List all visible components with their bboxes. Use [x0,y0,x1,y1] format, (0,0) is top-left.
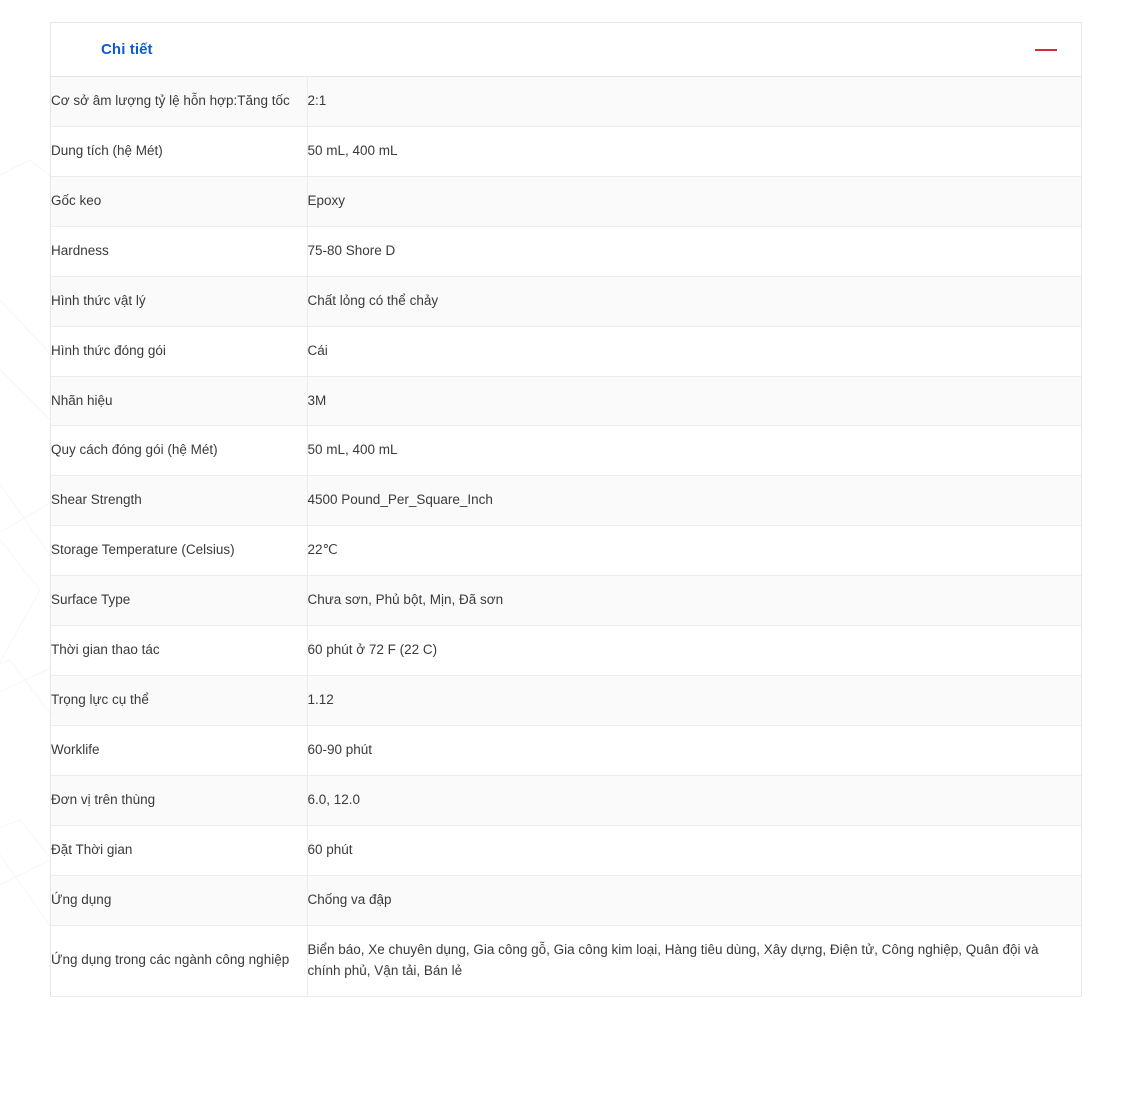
table-row [51,226,1081,276]
spec-value: Chưa sơn, Phủ bột, Mịn, Đã sơn [307,592,504,608]
spec-value: Epoxy [307,192,346,208]
table-row [51,725,1081,775]
spec-label: Đặt Thời gian [51,825,307,875]
spec-label: Ứng dụng trong các ngành công nghiệp [51,925,307,996]
table-row [51,326,1081,376]
spec-label: Dung tích (hệ Mét) [51,126,307,176]
spec-label: Worklife [51,725,307,775]
table-row [51,126,1081,176]
spec-label: Nhãn hiệu [51,376,307,426]
table-row [51,476,1081,526]
spec-label: Đơn vị trên thùng [51,775,307,825]
spec-label: Thời gian thao tác [51,626,307,676]
spec-value: 60 phút ở 72 F (22 C) [307,642,438,658]
table-row [51,925,1081,996]
spec-value: 3M [307,392,327,408]
table-row [51,426,1081,476]
table-row [51,77,1081,126]
table-row [51,676,1081,726]
table-row [51,376,1081,426]
specs-table [51,77,1081,997]
spec-label: Trọng lực cụ thể [51,676,307,726]
spec-value: 4500 Pound_Per_Square_Inch [307,492,493,508]
spec-label: Surface Type [51,576,307,626]
spec-label: Quy cách đóng gói (hệ Mét) [51,426,307,476]
spec-value: 50 mL, 400 mL [307,442,398,458]
table-row [51,875,1081,925]
table-row [51,576,1081,626]
spec-label: Hardness [51,226,307,276]
spec-value: Biển báo, Xe chuyên dụng, Gia công gỗ, Gia công kim loại, Hàng tiêu dùng, Xây dựng, Điện tử, Công nghiệp, Quân đội và chính phủ, Vận tải, Bán lẻ [307,941,1039,978]
spec-value: 75-80 Shore D [307,242,396,258]
minus-icon[interactable] [1033,37,1059,63]
table-row [51,176,1081,226]
table-row [51,276,1081,326]
table-row [51,775,1081,825]
spec-label: Hình thức đóng gói [51,326,307,376]
spec-value: 60 phút [307,841,353,857]
spec-value: 60-90 phút [307,741,373,757]
table-row [51,526,1081,576]
spec-label: Shear Strength [51,476,307,526]
details-panel-header[interactable] [51,23,1081,77]
spec-label: Hình thức vật lý [51,276,307,326]
minus-icon-bar [1035,49,1057,51]
specs-table-body [51,77,1081,996]
spec-value: Chất lỏng có thể chảy [307,292,439,308]
spec-value: 50 mL, 400 mL [307,142,398,158]
spec-label: Storage Temperature (Celsius) [51,526,307,576]
spec-value: 2:1 [307,93,327,108]
table-row [51,825,1081,875]
spec-label: Ứng dụng [51,875,307,925]
details-panel [50,22,1082,997]
spec-value: 6.0, 12.0 [307,791,361,807]
spec-value: Cái [307,342,328,358]
spec-label: Gốc keo [51,176,307,226]
table-row [51,626,1081,676]
spec-label: Cơ sở âm lượng tỷ lệ hỗn hợp:Tăng tốc [51,77,307,126]
page-title: Chi tiết [101,41,153,58]
spec-value: 1.12 [307,692,334,708]
spec-value: Chống va đập [307,891,392,907]
spec-value: 22℃ [307,542,338,558]
